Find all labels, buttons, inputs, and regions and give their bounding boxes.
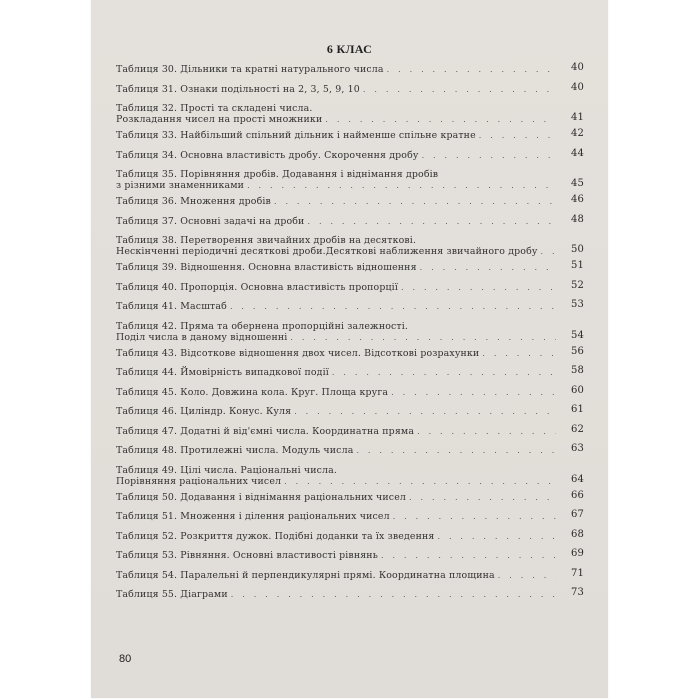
toc-entry-line bbox=[116, 180, 556, 191]
toc-entry-title: Таблиця 53. Рівняння. Основні властивості рівнянь bbox=[116, 550, 378, 561]
toc-entry-page: 61 bbox=[570, 404, 584, 415]
dot-leader bbox=[332, 367, 556, 378]
toc-entry-page: 45 bbox=[570, 178, 584, 189]
toc-entry[interactable] bbox=[116, 147, 584, 170]
toc-entry-page: 68 bbox=[570, 528, 584, 540]
toc-entry-page: 71 bbox=[570, 567, 584, 579]
toc-entry[interactable] bbox=[116, 103, 584, 130]
toc-entry-line bbox=[116, 150, 556, 161]
toc-entry-page: 66 bbox=[570, 489, 584, 501]
toc-entry-line bbox=[116, 235, 584, 246]
toc-entry[interactable] bbox=[116, 321, 584, 348]
toc-entry-line bbox=[116, 348, 556, 359]
toc-entry-line bbox=[116, 64, 556, 75]
toc-entry-title: Таблиця 51. Множення і ділення раціональних чисел bbox=[116, 511, 390, 522]
toc-entry-title-continued: Розкладання чисел на прості множники bbox=[116, 114, 323, 125]
toc-entry-line bbox=[116, 282, 556, 293]
toc-entry-page: 67 bbox=[570, 509, 584, 520]
toc-entry-title: Таблиця 31. Ознаки подільності на 2, 3, 5, 9, 10 bbox=[116, 83, 360, 95]
toc-entry-page: 69 bbox=[570, 548, 584, 559]
toc-entry-page: 56 bbox=[570, 345, 584, 357]
dot-leader bbox=[290, 332, 556, 343]
dot-leader bbox=[391, 387, 556, 398]
toc-entry-title: Таблиця 33. Найбільший спільний дільник і найменше спільне кратне bbox=[116, 130, 476, 141]
toc-entry-page: 41 bbox=[570, 112, 584, 123]
toc-entry[interactable] bbox=[116, 64, 584, 84]
toc-entry[interactable] bbox=[116, 169, 584, 196]
toc-entry-page: 64 bbox=[570, 473, 584, 485]
toc-entry-title: Таблиця 36. Множення дробів bbox=[116, 196, 271, 207]
dot-leader bbox=[247, 180, 556, 191]
toc-entry-page: 42 bbox=[570, 128, 584, 139]
dot-leader bbox=[387, 64, 556, 75]
toc-entry-page: 51 bbox=[570, 260, 584, 271]
dot-leader bbox=[409, 492, 556, 503]
toc-entry-page: 63 bbox=[570, 443, 584, 454]
toc-entry-title: Таблиця 39. Відношення. Основна властивість відношення bbox=[116, 262, 417, 273]
toc-entry-title-continued: Поділ числа в даному відношенні bbox=[116, 331, 288, 343]
dot-leader bbox=[307, 216, 556, 227]
toc-entry-title: Таблиця 43. Відсоткове відношення двох чисел. Відсоткові розрахунки bbox=[116, 347, 480, 359]
toc-entry-line bbox=[116, 321, 584, 332]
toc-entry-line bbox=[116, 589, 556, 600]
dot-leader bbox=[325, 114, 556, 125]
toc-entry-line bbox=[116, 84, 556, 95]
toc-entry-title: Таблиця 54. Паралельні й перпендикулярні прямі. Координатна площина bbox=[116, 569, 495, 581]
toc-entry-title: Таблиця 50. Додавання і віднімання раціональних чисел bbox=[116, 491, 407, 503]
page-number: 80 bbox=[119, 653, 132, 665]
toc-entry[interactable] bbox=[116, 423, 584, 446]
toc-entry[interactable] bbox=[116, 262, 584, 282]
toc-entry[interactable] bbox=[116, 196, 584, 216]
toc-entry-page: 58 bbox=[570, 365, 584, 376]
toc-entry[interactable] bbox=[116, 235, 584, 262]
toc-entry-line bbox=[116, 426, 556, 437]
toc-entry-title: Таблиця 48. Протилежні числа. Модуль числа bbox=[116, 445, 354, 456]
toc-entry-line bbox=[116, 246, 556, 257]
toc-entry[interactable] bbox=[116, 567, 584, 590]
toc-entry-title: Таблиця 34. Основна властивість дробу. Скорочення дробу bbox=[116, 149, 419, 161]
toc-entry-title: Таблиця 44. Ймовірність випадкової події bbox=[116, 367, 329, 378]
dot-leader bbox=[231, 589, 556, 600]
toc-entry-line bbox=[116, 262, 556, 273]
toc-entry[interactable] bbox=[116, 589, 584, 609]
toc-entry[interactable] bbox=[116, 301, 584, 321]
toc-entry-line bbox=[116, 511, 556, 522]
toc-entry-line bbox=[116, 130, 556, 141]
toc-entry-title: Таблиця 46. Циліндр. Конус. Куля bbox=[116, 406, 292, 417]
toc-entry[interactable] bbox=[116, 130, 584, 150]
toc-entry-line bbox=[116, 406, 556, 417]
toc-entry-page: 48 bbox=[570, 213, 584, 225]
toc-entry-line bbox=[116, 196, 556, 207]
toc-entry-title-continued: з різними знаменниками bbox=[116, 180, 245, 191]
toc-entry[interactable] bbox=[116, 81, 584, 104]
toc-entry-page: 73 bbox=[570, 587, 584, 598]
toc-entry[interactable] bbox=[116, 384, 584, 407]
toc-entry[interactable] bbox=[116, 279, 584, 302]
toc-entry-line bbox=[116, 465, 584, 476]
toc-entry-line bbox=[116, 332, 556, 343]
dot-leader bbox=[482, 348, 556, 359]
book-page bbox=[91, 0, 608, 698]
dot-leader bbox=[420, 262, 556, 273]
toc-entry-line bbox=[116, 445, 556, 456]
toc-entry-line bbox=[116, 476, 556, 487]
toc-entry-title: Таблиця 49. Цілі числа. Раціональні числа. bbox=[116, 464, 338, 476]
toc-entry-title: Таблиця 38. Перетворення звичайних дробів на десяткові. bbox=[116, 235, 417, 246]
toc-entry[interactable] bbox=[116, 465, 584, 492]
toc-entry-title: Таблиця 37. Основні задачі на дроби bbox=[116, 215, 305, 227]
toc-entry[interactable] bbox=[116, 406, 584, 426]
toc-entry-title: Таблиця 45. Коло. Довжина кола. Круг. Площа круга bbox=[116, 386, 389, 398]
toc-entry[interactable] bbox=[116, 367, 584, 387]
toc-entry-line bbox=[116, 550, 556, 561]
toc-entry-title: Таблиця 41. Масштаб bbox=[116, 301, 227, 312]
toc-entry-title: Таблиця 52. Розкриття дужок. Подібні доданки та їх зведення bbox=[116, 530, 435, 542]
toc-entry-line bbox=[116, 531, 556, 542]
section-heading: 6 КЛАС bbox=[326, 42, 373, 56]
toc-entry-title: Таблиця 47. Додатні й від'ємні числа. Координатна пряма bbox=[116, 425, 415, 437]
toc-entry-line bbox=[116, 387, 556, 398]
dot-leader bbox=[274, 196, 556, 207]
dot-leader bbox=[230, 301, 556, 312]
toc-entry-title: Таблиця 42. Пряма та обернена пропорційні залежності. bbox=[116, 320, 409, 332]
dot-leader bbox=[381, 550, 556, 561]
toc-entry-page: 40 bbox=[570, 62, 584, 73]
toc-entry-page: 62 bbox=[570, 423, 584, 435]
dot-leader bbox=[541, 246, 556, 257]
toc-entry-page: 44 bbox=[570, 147, 584, 159]
toc-entry-line bbox=[116, 103, 584, 114]
toc-entry-title: Таблиця 30. Дільники та кратні натурального числа bbox=[116, 64, 384, 75]
toc-entry[interactable] bbox=[116, 489, 584, 512]
toc-entry-page: 53 bbox=[570, 299, 584, 310]
dot-leader bbox=[437, 531, 556, 542]
toc-entry-line bbox=[116, 570, 556, 581]
toc-entry-page: 54 bbox=[570, 329, 584, 341]
toc-entry-line bbox=[116, 216, 556, 227]
toc-entry-page: 52 bbox=[570, 279, 584, 291]
toc-entry[interactable] bbox=[116, 511, 584, 531]
toc-entry[interactable] bbox=[116, 445, 584, 465]
dot-leader bbox=[294, 406, 556, 417]
toc-entry-line bbox=[116, 301, 556, 312]
toc-entry-title: Таблиця 32. Прості та складені числа. bbox=[116, 103, 313, 114]
toc-entry-title-continued: Нескінченні періодичні десяткові дроби.Десяткові наближення звичайного дробу bbox=[116, 246, 538, 257]
dot-leader bbox=[422, 150, 556, 161]
dot-leader bbox=[417, 426, 556, 437]
toc-entry-line bbox=[116, 367, 556, 378]
dot-leader bbox=[284, 476, 556, 487]
toc-entry-title: Таблиця 35. Порівняння дробів. Додавання і віднімання дробів bbox=[116, 169, 439, 180]
toc-entry-title: Таблиця 40. Пропорція. Основна властивість пропорції bbox=[116, 281, 398, 293]
dot-leader bbox=[363, 84, 556, 95]
toc-entry[interactable] bbox=[116, 213, 584, 236]
table-of-contents bbox=[116, 64, 584, 609]
toc-entry-line bbox=[116, 169, 584, 180]
toc-entry[interactable] bbox=[116, 528, 584, 551]
dot-leader bbox=[401, 282, 556, 293]
dot-leader bbox=[479, 130, 556, 141]
toc-entry-title: Таблиця 55. Діаграми bbox=[116, 589, 228, 600]
toc-entry-page: 40 bbox=[570, 81, 584, 93]
toc-entry-page: 50 bbox=[570, 244, 584, 255]
toc-entry-line bbox=[116, 114, 556, 125]
dot-leader bbox=[356, 445, 556, 456]
dot-leader bbox=[393, 511, 556, 522]
toc-entry[interactable] bbox=[116, 550, 584, 570]
dot-leader bbox=[498, 570, 556, 581]
toc-entry[interactable] bbox=[116, 345, 584, 368]
toc-entry-line bbox=[116, 492, 556, 503]
toc-entry-page: 60 bbox=[570, 384, 584, 396]
toc-entry-page: 46 bbox=[570, 194, 584, 205]
toc-entry-title-continued: Порівняння раціональних чисел bbox=[116, 475, 282, 487]
